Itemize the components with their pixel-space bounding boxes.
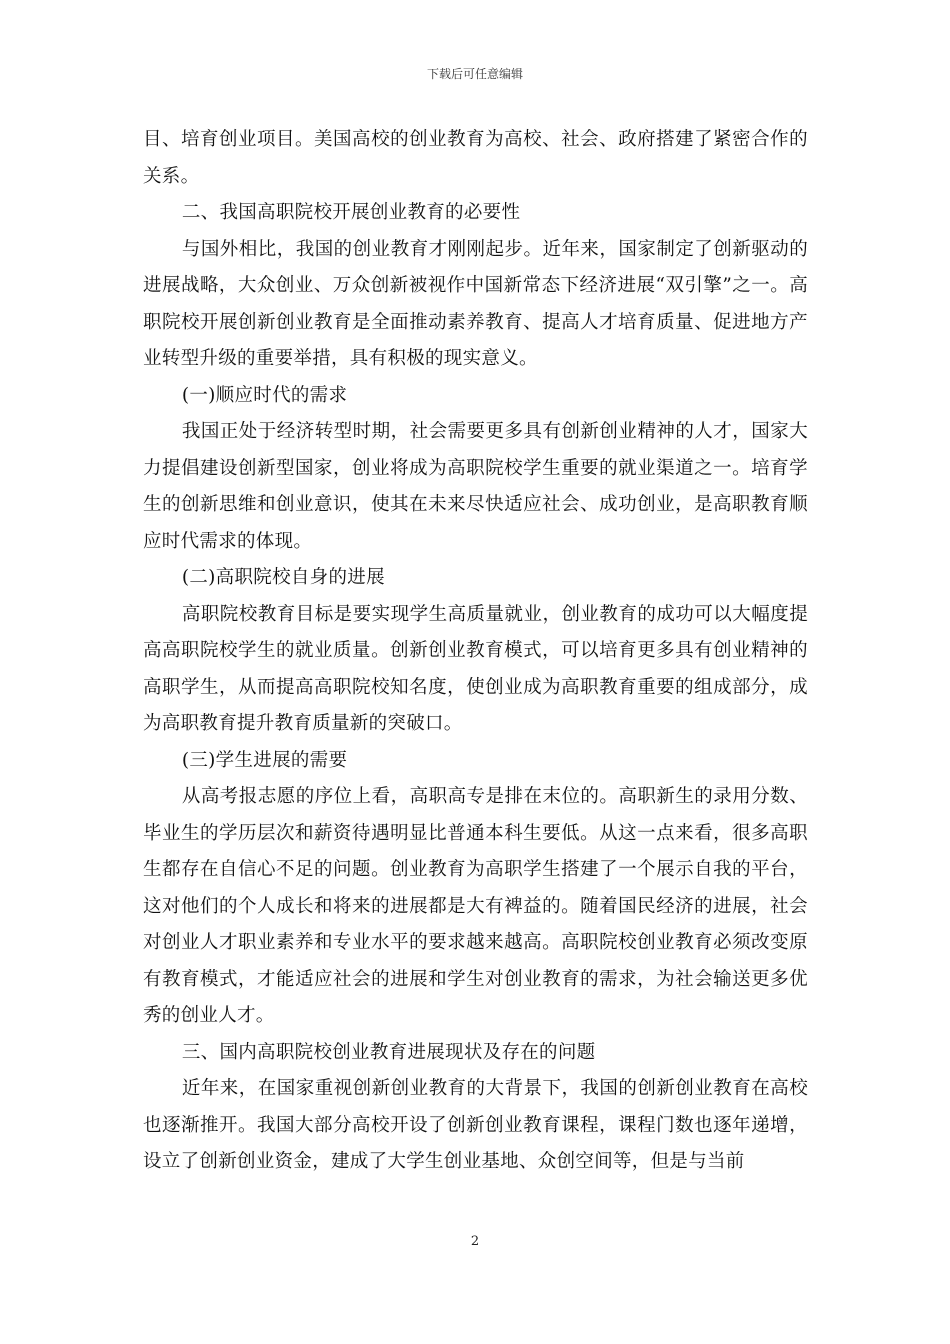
paragraph: 高职院校教育目标是要实现学生高质量就业，创业教育的成功可以大幅度提高高职院校学生的就业质量。创新创业教育模式，可以培育更多具有创业精神的高职学生，从而提高高职院校知名度，使创业成为高职教育重要的组成部分，成为高职教育提升教育质量新的突破口。 — [143, 603, 808, 734]
paragraph: 从高考报志愿的序位上看，高职高专是排在末位的。高职新生的录用分数、毕业生的学历层次和薪资待遇明显比普通本科生要低。从这一点来看，很多高职生都存在自信心不足的问题。创业教育为高职学生搭建了一个展示自我的平台，这对他们的个人成长和将来的进展都是大有裨益的。随着国民经济的进展，社会对创业人才职业素养和专业水平的要求越来越高。高职院校创业教育必须改变原有教育模式，才能适应社会的进展和学生对创业教育的需求，为社会输送更多优秀的创业人才。 — [143, 786, 808, 1026]
paragraph: 近年来，在国家重视创新创业教育的大背景下，我国的创新创业教育在高校也逐渐推开。我国大部分高校开设了创新创业教育课程，课程门数也逐年递增，设立了创新创业资金，建成了大学生创业基地、众创空间等，但是与当前 — [143, 1078, 808, 1172]
section-heading-2: 二、我国高职院校开展创业教育的必要性 — [181, 202, 521, 223]
document-body — [143, 122, 808, 1181]
section-heading-3: 三、国内高职院校创业教育进展现状及存在的问题 — [181, 1041, 596, 1063]
subsection-heading-2: (二)高职院校自身的进展 — [181, 567, 385, 588]
page-number: 2 — [470, 1234, 480, 1249]
paragraph: 我国正处于经济转型时期，社会需要更多具有创新创业精神的人才，国家大力提倡建设创新型国家，创业将成为高职院校学生重要的就业渠道之一。培育学生的创新思维和创业意识，使其在未来尽快适应社会、成功创业，是高职教育顺应时代需求的体现。 — [143, 421, 808, 552]
page-header: 下载后可任意编辑 — [426, 67, 523, 81]
subsection-heading-1: (一)顺应时代的需求 — [181, 384, 348, 406]
subsection-heading-3: (三)学生进展的需要 — [181, 749, 348, 771]
paragraph-continuation: 目、培育创业项目。美国高校的创业教育为高校、社会、政府搭建了紧密合作的关系。 — [143, 129, 808, 187]
paragraph: 与国外相比，我国的创业教育才刚刚起步。近年来，国家制定了创新驱动的进展战略，大众创业、万众创新被视作中国新常态下经济进展“双引擎”之一。高职院校开展创新创业教育是全面推动素养教育、提高人才培育质量、促进地方产业转型升级的重要举措，具有积极的现实意义。 — [143, 238, 808, 369]
